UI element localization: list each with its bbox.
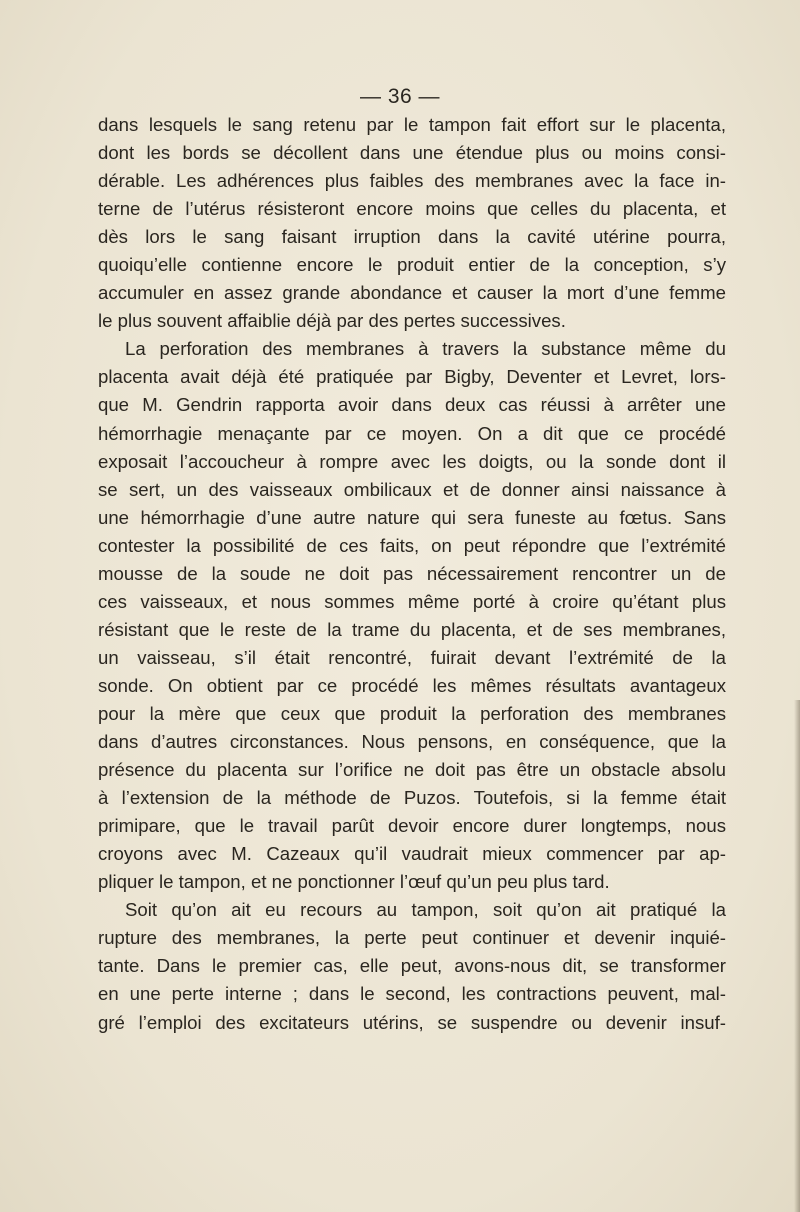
text-line: La perforation des membranes à travers la substance même du xyxy=(125,338,726,360)
text-line: résistant que le reste de la trame du placenta, et de ses membranes, xyxy=(98,618,726,640)
text-line: rupture des membranes, la perte peut continuer et devenir inquié- xyxy=(98,927,726,949)
text-line: accumuler en assez grande abondance et causer la mort d’une femme xyxy=(98,282,726,304)
text-line: contester la possibilité de ces faits, on peut répondre que l’extrémité xyxy=(98,534,726,556)
text-line: pour la mère que ceux que produit la perforation des membranes xyxy=(98,702,726,724)
text-line: un vaisseau, s’il était rencontré, fuirait devant l’extrémité de la xyxy=(98,646,726,668)
text-line: ces vaisseaux, et nous sommes même porté à croire qu’étant plus xyxy=(98,590,726,612)
text-line: dès lors le sang faisant irruption dans la cavité utérine pourra, xyxy=(98,226,726,248)
text-line: dérable. Les adhérences plus faibles des membranes avec la face in- xyxy=(98,170,726,192)
page-edge-shadow xyxy=(794,700,800,1212)
text-line: se sert, un des vaisseaux ombilicaux et de donner ainsi naissance à xyxy=(98,478,726,500)
text-line: placenta avait déjà été pratiquée par Bigby, Deventer et Levret, lors- xyxy=(98,366,726,388)
text-line: gré l’emploi des excitateurs utérins, se suspendre ou devenir insuf- xyxy=(98,1011,726,1033)
text-line: le plus souvent affaiblie déjà par des pertes successives. xyxy=(98,310,566,332)
text-line: exposait l’accoucheur à rompre avec les doigts, ou la sonde dont il xyxy=(98,450,726,472)
text-line: à l’extension de la méthode de Puzos. Toutefois, si la femme était xyxy=(98,787,726,809)
page-number-header: — 36 — xyxy=(359,85,441,108)
text-line: présence du placenta sur l’orifice ne doit pas être un obstacle absolu xyxy=(98,759,726,781)
text-line: mousse de la soude ne doit pas nécessairement rencontrer un de xyxy=(98,562,726,584)
text-line: tante. Dans le premier cas, elle peut, avons-nous dit, se transformer xyxy=(98,955,726,977)
text-line: une hémorrhagie d’une autre nature qui sera funeste au fœtus. Sans xyxy=(98,506,726,528)
text-line: Soit qu’on ait eu recours au tampon, soit qu’on ait pratiqué la xyxy=(125,899,726,921)
text-line: dont les bords se décollent dans une étendue plus ou moins consi- xyxy=(98,142,726,164)
text-line: que M. Gendrin rapporta avoir dans deux cas réussi à arrêter une xyxy=(98,394,726,416)
text-line: dans d’autres circonstances. Nous pensons, en conséquence, que la xyxy=(98,731,726,753)
text-line: sonde. On obtient par ce procédé les mêmes résultats avantageux xyxy=(98,674,726,696)
text-line: quoiqu’elle contienne encore le produit entier de la conception, s’y xyxy=(98,254,726,276)
text-line: dans lesquels le sang retenu par le tampon fait effort sur le placenta, xyxy=(98,114,726,135)
text-line: pliquer le tampon, et ne ponctionner l’œuf qu’un peu plus tard. xyxy=(98,871,610,893)
body-text xyxy=(98,111,726,1037)
text-line: en une perte interne ; dans le second, les contractions peuvent, mal- xyxy=(98,983,726,1005)
text-line: hémorrhagie menaçante par ce moyen. On a dit que ce procédé xyxy=(98,422,726,444)
text-line: croyons avec M. Cazeaux qu’il vaudrait mieux commencer par ap- xyxy=(98,843,726,865)
text-line: terne de l’utérus résisteront encore moins que celles du placenta, et xyxy=(98,198,726,220)
text-line: primipare, que le travail parût devoir encore durer longtemps, nous xyxy=(98,815,726,837)
